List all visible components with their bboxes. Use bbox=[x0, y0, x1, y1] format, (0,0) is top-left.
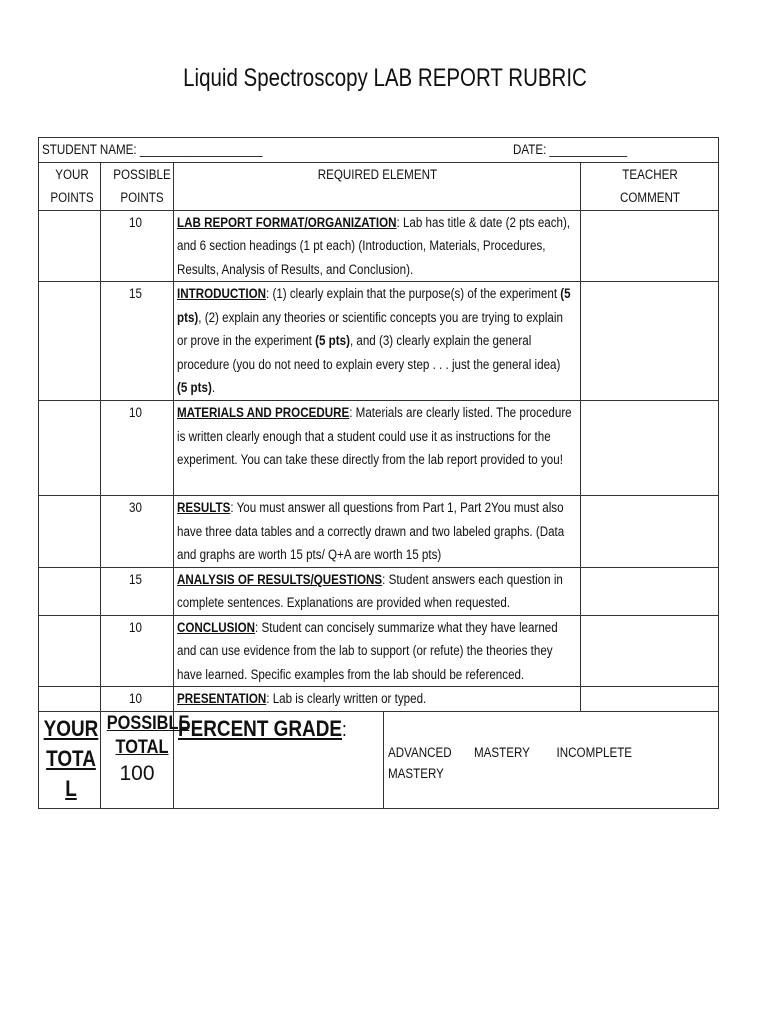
element-description: . bbox=[211, 380, 216, 395]
points-note: (5 pts) bbox=[315, 333, 350, 348]
rubric-row-introduction bbox=[39, 282, 719, 401]
grade-option-mastery[interactable]: MASTERY bbox=[474, 744, 530, 760]
grade-option-advanced-mastery[interactable]: ADVANCED MASTERY bbox=[388, 744, 452, 781]
grade-option-incomplete[interactable]: INCOMPLETE bbox=[556, 744, 633, 760]
points-note: (5 pts) bbox=[177, 380, 212, 395]
teacher-comment-header: TEACHER COMMENT bbox=[619, 166, 680, 205]
rubric-row-format bbox=[39, 210, 719, 282]
your-total-label: YOUR TOTAL bbox=[43, 715, 99, 801]
points-note: (5 pts) bbox=[177, 286, 571, 325]
totals-row bbox=[39, 711, 719, 808]
column-header-row bbox=[39, 162, 719, 210]
possible-points-value: 10 bbox=[129, 691, 143, 706]
possible-points-header: POSSIBLE POINTS bbox=[113, 166, 171, 205]
teacher-comment-cell[interactable] bbox=[581, 615, 719, 687]
possible-points-value: 10 bbox=[129, 405, 143, 420]
grade-options bbox=[388, 742, 672, 784]
possible-total-label: POSSIBLE TOTAL bbox=[106, 712, 190, 758]
element-description: : (1) clearly explain that the purpose(s) of the experiment bbox=[266, 286, 561, 301]
possible-points-value: 10 bbox=[129, 619, 143, 635]
element-description: : Lab is clearly written or typed. bbox=[266, 691, 427, 706]
percent-grade-label: PERCENT GRADE bbox=[178, 715, 342, 741]
your-points-header: YOUR POINTS bbox=[50, 166, 94, 205]
element-description: : Student answers each question in complete sentences. Explanations are provided when requested. bbox=[177, 571, 563, 610]
element-heading: CONCLUSION bbox=[177, 619, 256, 635]
your-points-cell[interactable] bbox=[39, 496, 101, 568]
rubric-row-presentation bbox=[39, 687, 719, 712]
possible-total-value: 100 bbox=[119, 762, 155, 785]
percent-grade-colon: : bbox=[341, 718, 347, 741]
your-points-cell[interactable] bbox=[39, 282, 101, 401]
teacher-comment-cell[interactable] bbox=[581, 687, 719, 712]
your-points-cell[interactable] bbox=[39, 210, 101, 282]
possible-points-value: 15 bbox=[129, 571, 143, 587]
element-heading: MATERIALS AND PROCEDURE bbox=[177, 405, 350, 420]
teacher-comment-cell[interactable] bbox=[581, 282, 719, 401]
required-element-header: REQUIRED ELEMENT bbox=[317, 166, 437, 182]
element-heading: RESULTS bbox=[177, 500, 231, 515]
rubric-table bbox=[38, 137, 719, 809]
student-name-field[interactable]: STUDENT NAME: ___________________ bbox=[42, 142, 263, 157]
element-description: : You must answer all questions from Part 1, Part 2You must also have three data tables and a correctly drawn and two labeled graphs. (Data and graphs are worth 15 pts/ Q+A are worth 15 pts) bbox=[177, 500, 565, 562]
rubric-row-conclusion bbox=[39, 615, 719, 687]
element-heading: ANALYSIS OF RESULTS/QUESTIONS bbox=[177, 571, 383, 587]
teacher-comment-cell[interactable] bbox=[581, 567, 719, 615]
element-description: : Materials are clearly listed. The procedure is written clearly enough that a student could use it as instructions for the experiment. You can take these directly from the lab report provided to you! bbox=[177, 405, 572, 467]
element-heading: INTRODUCTION bbox=[177, 286, 267, 301]
rubric-row-analysis bbox=[39, 567, 719, 615]
teacher-comment-cell[interactable] bbox=[581, 210, 719, 282]
element-heading: LAB REPORT FORMAT/ORGANIZATION bbox=[177, 214, 397, 230]
element-description: : Student can concisely summarize what they have learned and can use evidence from the lab to support (or refute) the theories they have learned. Specific examples from the lab should be referenced. bbox=[177, 619, 558, 682]
teacher-comment-cell[interactable] bbox=[581, 496, 719, 568]
possible-points-value: 15 bbox=[129, 286, 143, 301]
your-points-cell[interactable] bbox=[39, 401, 101, 496]
rubric-row-materials bbox=[39, 401, 719, 496]
element-description: , (2) explain any theories or scientific concepts you are trying to explain or prove in the experiment bbox=[177, 309, 563, 348]
element-description: , and (3) clearly explain the general procedure (you do not need to explain every step . . . just the general idea) bbox=[177, 333, 561, 372]
possible-points-value: 10 bbox=[129, 214, 143, 230]
rubric-row-results bbox=[39, 496, 719, 568]
page-title: Liquid Spectroscopy LAB REPORT RUBRIC bbox=[183, 64, 587, 92]
element-description: : Lab has title & date (2 pts each), and 6 section headings (1 pt each) (Introduction, Materials, Procedures, Results, Analysis of Results, and Conclusion). bbox=[177, 214, 571, 277]
element-heading: PRESENTATION bbox=[177, 691, 267, 706]
student-info-row bbox=[39, 138, 719, 163]
date-field[interactable]: DATE: ____________ bbox=[512, 142, 627, 157]
your-points-cell[interactable] bbox=[39, 615, 101, 687]
your-points-cell[interactable] bbox=[39, 687, 101, 712]
teacher-comment-cell[interactable] bbox=[581, 401, 719, 496]
possible-points-value: 30 bbox=[129, 500, 143, 515]
your-points-cell[interactable] bbox=[39, 567, 101, 615]
